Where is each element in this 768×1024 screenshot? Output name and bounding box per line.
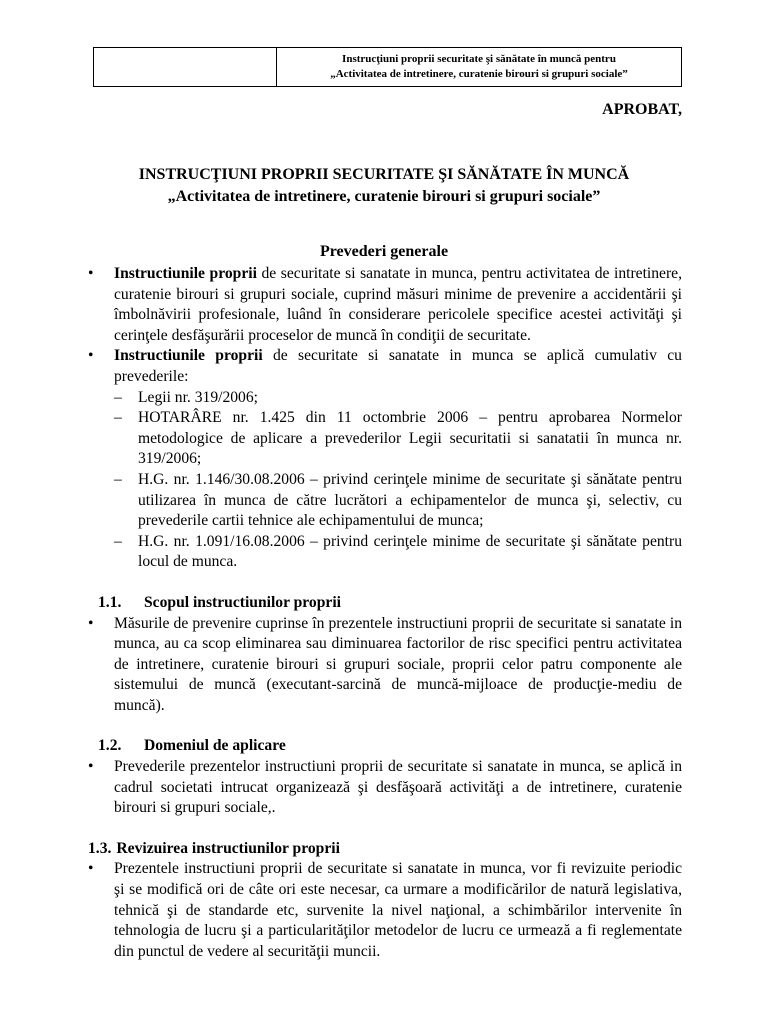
dash-text: Legii nr. 319/2006; <box>138 388 258 406</box>
dash-text: H.G. nr. 1.091/16.08.2006 – privind cerinţele minime de securitate şi sănătate pentru locul de munca. <box>138 532 682 571</box>
dash-icon: – <box>114 470 122 488</box>
dash-text: HOTARÂRE nr. 1.425 din 11 octombrie 2006 – pentru aprobarea Normelor metodologice de aplicare a prevederilor Legii securitatii si sanatatii în munca nr. 319/2006; <box>138 409 682 468</box>
bullet-bold-text: Instructiunile proprii <box>114 265 257 282</box>
bullet-text: Prevederile prezentelor instructiuni proprii de securitate si sanatate in munca, se aplică in cadrul societati intrucat organizează şi desfăşoară activităţi a de intretinere, curatenie birouri si grupuri sociale,. <box>114 758 682 817</box>
header-empty-cell <box>94 48 277 86</box>
dash-icon: – <box>114 409 122 427</box>
section-number: 1.2. <box>98 737 122 755</box>
title-line-1: INSTRUCŢIUNI PROPRII SECURITATE ŞI SĂNĂTATE ÎN MUNCĂ <box>138 166 630 183</box>
section-title: Domeniul de aplicare <box>144 737 286 755</box>
section-heading-1-3 <box>88 839 682 860</box>
section-title: Scopul instructiunilor proprii <box>144 593 341 611</box>
list-item <box>88 614 682 717</box>
section-title: Revizuirea instructiunilor proprii <box>116 839 340 857</box>
document-title <box>0 164 768 208</box>
approved-label: APROBAT, <box>602 101 682 118</box>
dash-icon: – <box>114 532 122 550</box>
bullet-icon: • <box>88 758 94 776</box>
dash-list-item <box>114 388 682 409</box>
list-item <box>88 757 682 819</box>
list-item <box>88 264 682 346</box>
section-heading-1-1 <box>98 593 682 614</box>
bullet-icon: • <box>88 614 94 632</box>
list-item <box>88 859 682 962</box>
bullet-text: de securitate si sanatate in munca, pentru activitatea de intretinere, curatenie birouri si grupuri sociale, cuprind măsuri minime de prevenire a accidentării şi îmbolnăvirii profesionale, luând în considerare pericolele specifice acestei activităţi şi cerinţele desfăşurării proceselor de muncă în condiţii de securitate. <box>114 265 682 344</box>
section-number: 1.1. <box>98 593 122 611</box>
list-item <box>88 346 682 387</box>
dash-list-item <box>114 408 682 470</box>
dash-list-item <box>114 470 682 532</box>
dash-icon: – <box>114 388 122 406</box>
bullet-bold-text: Instructiunile proprii <box>114 347 263 365</box>
header-line-2: „Activitatea de intretinere, curatenie birouri si grupuri sociale” <box>330 68 628 80</box>
header-title-cell <box>277 48 681 86</box>
general-heading: Prevederi generale <box>319 243 449 260</box>
bullet-text: de securitate si sanatate in munca se aplică cumulativ cu prevederile: <box>114 347 682 385</box>
dash-list-item <box>114 532 682 573</box>
section-heading-1-2 <box>98 736 682 757</box>
header-line-1: Instrucţiuni proprii securitate şi sănătate în muncă pentru <box>342 53 616 65</box>
title-line-2: „Activitatea de intretinere, curatenie birouri si grupuri sociale” <box>167 188 601 205</box>
document-body <box>88 264 682 962</box>
bullet-icon: • <box>88 265 94 282</box>
dash-text: H.G. nr. 1.146/30.08.2006 – privind cerinţele minime de securitate şi sănătate pentru utilizarea în munca de către lucrători a echipamentelor de munca şi, selectiv, cu prevederile cartii tehnice ale echipamentului de munca; <box>138 470 682 530</box>
bullet-icon: • <box>88 860 94 878</box>
section-number: 1.3. <box>88 839 112 857</box>
bullet-icon: • <box>88 347 94 365</box>
header-table <box>93 47 682 87</box>
bullet-text: Măsurile de prevenire cuprinse în prezentele instructiuni proprii de securitate si sanatate in munca, au ca scop eliminarea sau diminuarea factorilor de risc specifici pentru activitatea de intretinere, curatenie birouri si grupuri sociale, proprii celor patru componente ale sistemului de muncă (executant-sarcină de muncă-mijloace de producţie-mediu de muncă). <box>114 614 682 714</box>
bullet-text: Prezentele instructiuni proprii de securitate si sanatate in munca, vor fi revizuite periodic şi se modifică ori de câte ori este necesar, ca urmare a modificărilor de natură legislativa, tehnică şi de standarde etc, survenite la nivel naţional, a schimbărilor intervenite în tehnologia de lucru şi a particularităţilor metodelor de lucru ce urmează a fi reglementate din punctul de vedere al securităţii muncii. <box>114 860 682 960</box>
